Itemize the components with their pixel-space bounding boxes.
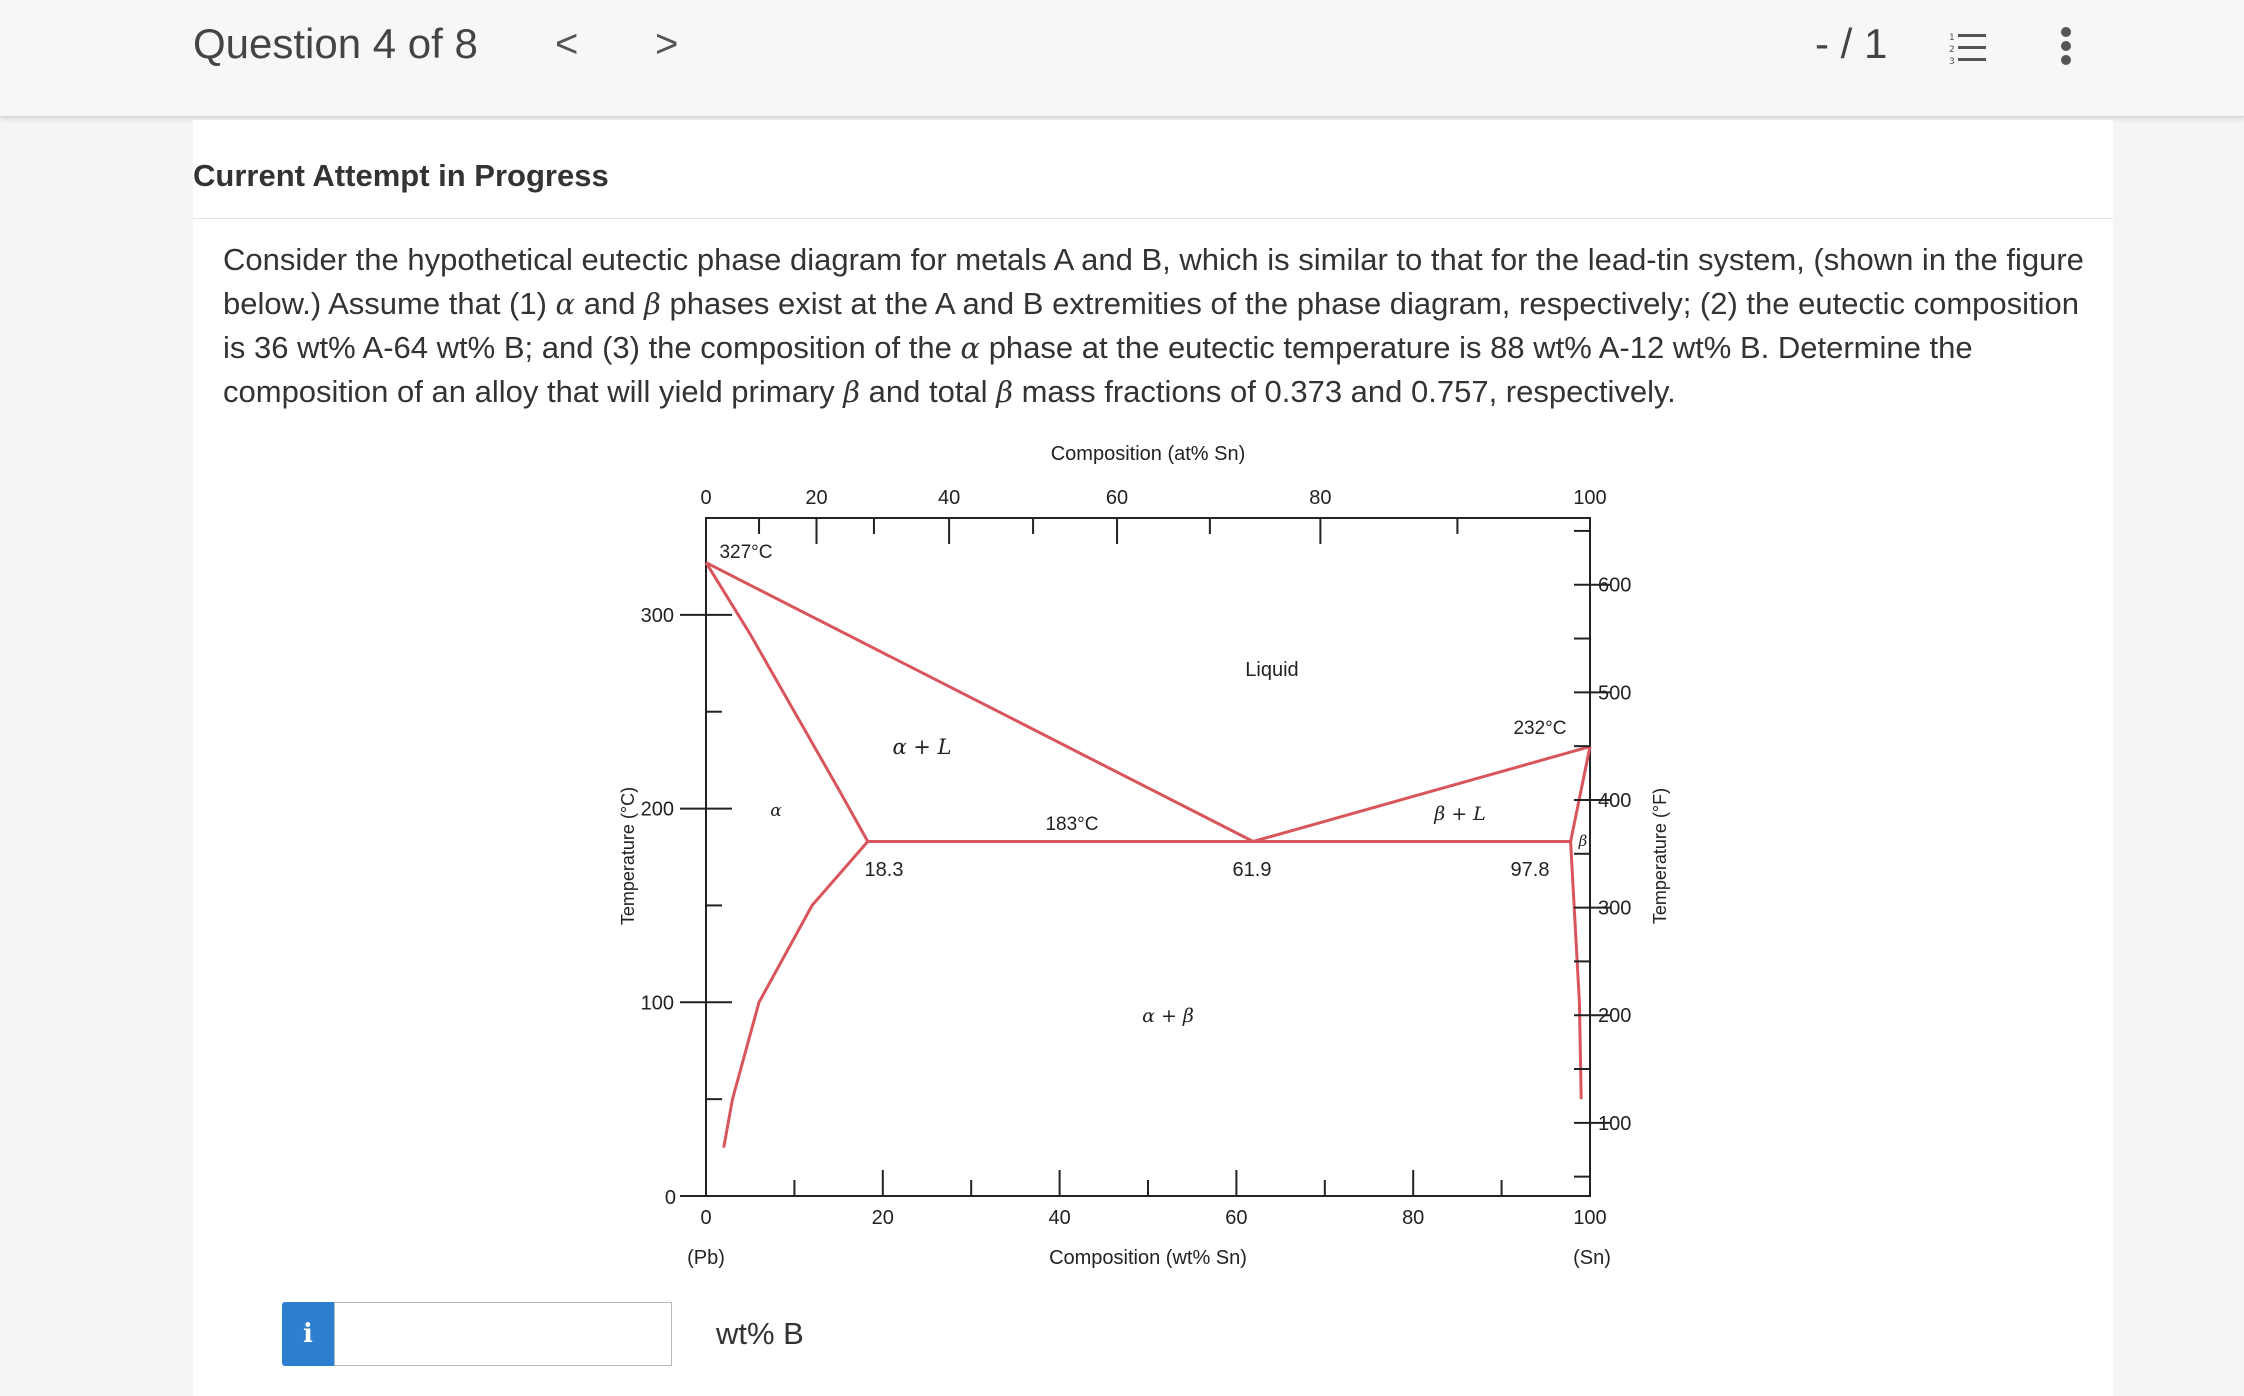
y-tick-label: 200 xyxy=(640,798,674,821)
alpha-beta-region-label: α + β xyxy=(1142,1005,1194,1027)
top-tick-label: 60 xyxy=(1105,487,1129,509)
y-tick-label: 300 xyxy=(640,604,674,627)
y-axis-title: Temperature (°C) xyxy=(618,786,638,926)
x-tick-label: 80 xyxy=(1402,1207,1425,1229)
top-tick-label: 20 xyxy=(805,487,828,509)
phase-boundaries xyxy=(706,563,1590,1148)
y-right-tick-label: 100 xyxy=(1598,1112,1632,1135)
sn-label: (Sn) xyxy=(1573,1247,1611,1269)
liquid-region-label: Liquid xyxy=(1245,659,1299,681)
y-right-tick-label: 500 xyxy=(1598,682,1632,705)
solvus-alpha xyxy=(724,842,868,1148)
beta-region-label: β xyxy=(1578,832,1588,850)
x-tick-label: 0 xyxy=(700,1207,712,1229)
eutectic-comp-label: 61.9 xyxy=(1232,859,1272,881)
top-tick-label: 80 xyxy=(1309,487,1332,509)
y-tick-label: 0 xyxy=(664,1187,676,1209)
pb-label: (Pb) xyxy=(687,1247,725,1269)
next-question-button[interactable]: > xyxy=(655,22,679,66)
solidus-beta xyxy=(1571,747,1590,842)
previous-question-button[interactable]: < xyxy=(555,22,579,66)
alpha-liquid-region-label: α + L xyxy=(892,735,952,759)
info-icon[interactable]: i xyxy=(282,1302,334,1366)
plot-frame xyxy=(706,518,1590,1196)
x-tick-label: 20 xyxy=(871,1207,894,1229)
y-right-tick-label: 200 xyxy=(1598,1005,1632,1028)
beta-min-label: 97.8 xyxy=(1510,859,1550,881)
x-tick-label: 60 xyxy=(1225,1207,1248,1229)
score-display: - / 1 xyxy=(1815,20,1888,67)
top-tick-label: 40 xyxy=(937,487,961,509)
beta-liquid-region-label: β + L xyxy=(1434,803,1486,825)
x-axis-title: Composition (wt% Sn) xyxy=(1049,1247,1247,1269)
attempt-status: Current Attempt in Progress xyxy=(193,158,609,193)
eutectic-temp-label: 183°C xyxy=(1045,814,1099,835)
y-tick-label: 100 xyxy=(640,992,674,1015)
liquidus-right xyxy=(1253,747,1590,842)
solvus-beta xyxy=(1571,842,1582,1100)
svg-text:1: 1 xyxy=(1949,33,1955,43)
answer-unit: wt% B xyxy=(716,1316,804,1351)
y-right-tick-label: 300 xyxy=(1598,897,1632,920)
x-tick-label: 100 xyxy=(1573,1207,1607,1229)
top-tick-label: 100 xyxy=(1573,487,1607,509)
pb-melt-label: 327°C xyxy=(719,542,773,563)
question-counter: Question 4 of 8 xyxy=(193,20,478,67)
y-right-tick-label: 600 xyxy=(1598,574,1632,597)
plot-border xyxy=(706,518,1590,1196)
alpha-region-label: α xyxy=(770,801,782,821)
top-axis-title: Composition (at% Sn) xyxy=(1050,443,1246,465)
question-text: Consider the hypothetical eutectic phase diagram for metals A and B, which is similar to that for the lead-tin system, (shown in the figure below.) Assume that (1) α and β phases exist at the A and B extremities of the phase diagram, respectively; (2) the eutectic composition is 36 wt% A-64 wt% B; and (3) the composition of the α phase at the eutectic temperature is 88 wt% A-12 wt% B. Determine the composition of an alloy that will yield primary β and total β mass fractions of 0.373 and 0.757, respectively. xyxy=(223,242,2084,409)
alpha-max-label: 18.3 xyxy=(864,859,904,881)
y-right-tick-label: 400 xyxy=(1598,789,1632,812)
svg-text:2: 2 xyxy=(1949,45,1955,55)
x-tick-label: 40 xyxy=(1048,1207,1071,1229)
top-tick-label: 0 xyxy=(700,487,712,509)
y-right-axis-title: Temperature (°F) xyxy=(1650,787,1670,925)
sn-melt-label: 232°C xyxy=(1513,718,1567,739)
svg-text:3: 3 xyxy=(1949,57,1955,67)
diagram-labels xyxy=(618,443,1670,1269)
answer-input[interactable] xyxy=(334,1302,672,1366)
